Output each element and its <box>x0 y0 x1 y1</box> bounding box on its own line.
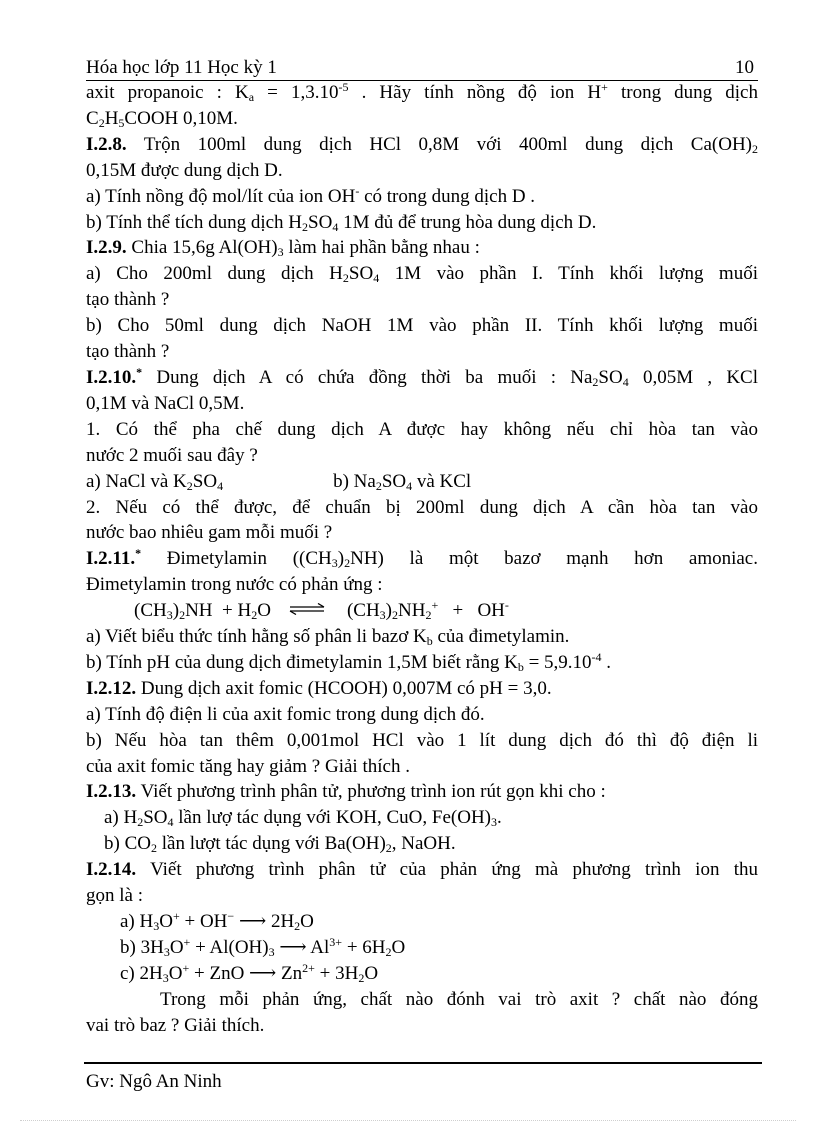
page-content <box>86 80 758 1039</box>
problem-id: I.2.8. <box>86 133 127 155</box>
option-a: a) NaCl và $K_2SO_4$ <box>86 470 224 493</box>
problem-id: I.2.13. <box>86 781 137 803</box>
problem-part-b: b) Tính pH của dung dịch đimetylamin 1,5M biết rằng $K_b = 5,9.10^{-4}$ . <box>86 649 612 674</box>
problem-part-b: b) Cho 50ml dung dịch NaOH 1M vào phần II. Tính khối lượng muối <box>86 315 758 337</box>
footer-divider <box>84 1062 762 1064</box>
problem-id: I.2.11. <box>86 548 136 570</box>
problem-part-a: a) Tính độ điện li của axit fomic trong dung dịch đó. <box>86 703 485 725</box>
problem-text-line: Đimetylamin trong nước có phản ứng : <box>86 574 383 596</box>
problem-part-b-cont: của axit fomic tăng hay giảm ? Giải thích . <box>86 755 410 777</box>
option-b: b) $Na_2SO_4$ và KCl <box>333 470 472 493</box>
page-bottom-dotted-edge <box>20 1120 796 1121</box>
problem-id: I.2.12. <box>86 677 137 699</box>
equilibrium-equation: $(CH_3)_2NH + H_2O$ $(CH_3)_2NH_2^+ + OH^-$ <box>134 598 509 623</box>
problem-part-b-cont: tạo thành ? <box>86 341 170 363</box>
page-number: 10 <box>735 57 754 78</box>
page-header <box>86 56 758 81</box>
problem-part-b: b) Tính thể tích dung dịch $H_2SO_4$ 1M đủ để trung hòa dung dịch D. <box>86 211 597 234</box>
problem-1-2-9: I.2.9. Chia 15,6g $Al(OH)_3$ làm hai phần bằng nhau : <box>86 237 480 260</box>
header-title: Hóa học lớp 11 Học kỳ 1 <box>86 57 277 78</box>
problem-text-line: 0,1M và NaCl 0,5M. <box>86 392 245 414</box>
problem-1-2-12: I.2.12. Dung dịch axit fomic (HCOOH) 0,007M có pH = 3,0. <box>86 677 552 699</box>
problem-part-a: a) $H_2SO_4$ lần lượ tác dụng với KOH, CuO, $Fe(OH)_3$. <box>104 807 502 830</box>
question-2: 2. Nếu có thể được, để chuẩn bị 200ml dung dịch A cần hòa tan vào <box>86 496 758 518</box>
problem-1-2-13: I.2.13. Viết phương trình phân tử, phương trình ion rút gọn khi cho : <box>86 781 606 803</box>
problem-1-2-11: I.2.11.* Đimetylamin $((CH_3)_2NH)$ là một bazơ mạnh hơn amoniac. <box>86 546 758 571</box>
page-footer <box>86 1070 222 1094</box>
question-1: 1. Có thể pha chế dung dịch A được hay không nếu chỉ hòa tan vào <box>86 418 758 440</box>
problem-id: I.2.10. <box>86 366 137 388</box>
problem-question-cont: vai trò baz ? Giải thích. <box>86 1014 265 1036</box>
problem-part-a-cont: tạo thành ? <box>86 289 170 311</box>
problem-text-line: gọn là : <box>86 885 143 907</box>
question-1-cont: nước 2 muối sau đây ? <box>86 444 258 466</box>
problem-1-2-10: I.2.10.* Dung dịch A có chứa đồng thời ba muối : $Na_2SO_4$ 0,05M , KCl <box>86 364 758 389</box>
problem-part-a: a) Viết biểu thức tính hằng số phân li bazơ $K_b$ của đimetylamin. <box>86 626 570 649</box>
question-2-cont: nước bao nhiêu gam mỗi muối ? <box>86 522 333 544</box>
problem-id: I.2.14. <box>86 859 137 881</box>
problem-part-a: a) Tính nồng độ mol/lít của ion OH- có trong dung dịch D . <box>86 183 536 207</box>
problem-part-a: a) Cho 200ml dung dịch $H_2SO_4$ 1M vào phần I. Tính khối lượng muối <box>86 263 758 286</box>
intro-line-2: $C_2H_5COOH$ 0,10M. <box>86 107 238 130</box>
problem-part-b: b) Nếu hòa tan thêm 0,001mol HCl vào 1 lít dung dịch đó thì độ điện li <box>86 729 758 751</box>
ionic-equation-c: c) $2H_3O^+$ + ZnO ⟶ $Zn^{2+} + 3H_2O$ <box>120 960 379 985</box>
ionic-equation-a: a) $H_3O^+ + OH^-$ ⟶ $2H_2O$ <box>120 909 314 933</box>
intro-line-1: axit propanoic : $K_a = 1,3.10^{-5}$ . Hãy tính nồng độ ion H+ trong dung dịch <box>86 80 758 104</box>
equilibrium-arrow-icon <box>289 603 325 615</box>
footer-author: Gv: Ngô An Ninh <box>86 1071 222 1092</box>
question-1-options <box>86 469 758 495</box>
problem-part-b: b) $CO_2$ lần lượt tác dụng với $Ba(OH)_2$, NaOH. <box>104 833 456 856</box>
problem-text-line: 0,15M được dung dịch D. <box>86 159 283 181</box>
problem-question: Trong mỗi phản ứng, chất nào đónh vai trò axit ? chất nào đóng <box>160 988 758 1010</box>
problem-1-2-14: I.2.14. Viết phương trình phân tử của phản ứng mà phương trình ion thu <box>86 859 758 881</box>
problem-1-2-8: I.2.8. Trộn 100ml dung dịch HCl 0,8M với 400ml dung dịch $Ca(OH)_2$ <box>86 133 758 156</box>
problem-id: I.2.9. <box>86 237 127 259</box>
ionic-equation-b: b) $3H_3O^+ + Al(OH)_3$ ⟶ $Al^{3+} + 6H_2O$ <box>120 934 406 959</box>
